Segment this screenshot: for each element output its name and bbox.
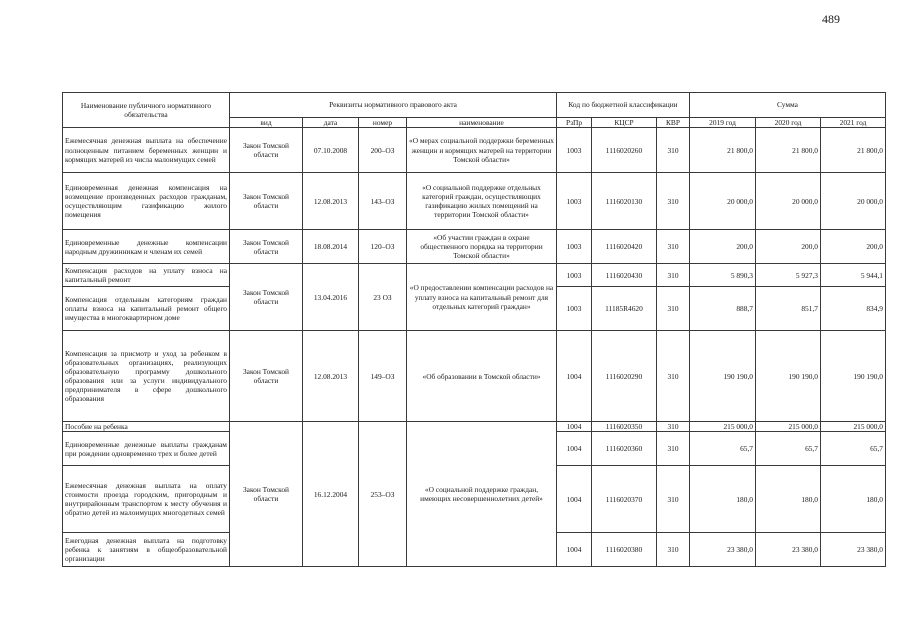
kvr-cell: 310 [657, 128, 690, 173]
table-row [63, 422, 886, 432]
kvr-cell: 310 [657, 230, 690, 264]
kcsr-cell: 1116020260 [592, 128, 657, 173]
act-number: 253–ОЗ [359, 422, 407, 567]
sum-2019: 23 380,0 [690, 533, 756, 567]
act-name: «О мерах социальной поддержки беременных женщин и кормящих матерей на территории Томской области» [407, 128, 557, 173]
kvr-cell: 310 [657, 432, 690, 466]
rzpr-cell: 1003 [557, 173, 592, 230]
sum-2019: 21 800,0 [690, 128, 756, 173]
obligation-name: Единовременная денежная компенсация на возмещение произведенных расходов гражданам, осуществляющим газификацию жилого помещения [63, 173, 230, 230]
kvr-cell: 310 [657, 331, 690, 422]
act-type: Закон Томской области [230, 173, 303, 230]
page-number: 489 [822, 12, 840, 26]
sum-2019: 20 000,0 [690, 173, 756, 230]
table-row [63, 264, 886, 287]
kvr-cell: 310 [657, 264, 690, 287]
act-date: 07.10.2008 [303, 128, 359, 173]
sum-2020: 180,0 [756, 466, 821, 533]
kvr-cell: 310 [657, 533, 690, 567]
sum-2020: 65,7 [756, 432, 821, 466]
header-act-details: Реквизиты нормативного правового акта [230, 93, 557, 118]
rzpr-cell: 1003 [557, 287, 592, 331]
kvr-cell: 310 [657, 287, 690, 331]
act-type: Закон Томской области [230, 264, 303, 331]
act-date: 16.12.2004 [303, 422, 359, 567]
sum-2021: 215 000,0 [821, 422, 886, 432]
act-date: 12.08.2013 [303, 173, 359, 230]
header-obligation: Наименование публичного нормативного обязательства [63, 93, 230, 128]
header-vid: вид [230, 118, 303, 128]
kvr-cell: 310 [657, 173, 690, 230]
sum-2021: 20 000,0 [821, 173, 886, 230]
sum-2020: 200,0 [756, 230, 821, 264]
kvr-cell: 310 [657, 466, 690, 533]
kcsr-cell: 11185R4620 [592, 287, 657, 331]
header-2020: 2020 год [756, 118, 821, 128]
act-number: 23 ОЗ [359, 264, 407, 331]
rzpr-cell: 1003 [557, 128, 592, 173]
sum-2021: 5 944,1 [821, 264, 886, 287]
rzpr-cell: 1003 [557, 230, 592, 264]
sum-2021: 190 190,0 [821, 331, 886, 422]
rzpr-cell: 1004 [557, 432, 592, 466]
sum-2020: 23 380,0 [756, 533, 821, 567]
sum-2021: 180,0 [821, 466, 886, 533]
obligation-name: Ежегодная денежная выплата на подготовку ребенка к занятиям в общеобразовательной организации [63, 533, 230, 567]
obligation-name: Ежемесячная денежная выплата на обеспечение полноценным питанием беременных женщин и кормящих матерей из числа малоимущих семей [63, 128, 230, 173]
header-date: дата [303, 118, 359, 128]
rzpr-cell: 1003 [557, 264, 592, 287]
sum-2020: 20 000,0 [756, 173, 821, 230]
sum-2019: 215 000,0 [690, 422, 756, 432]
act-number: 149–ОЗ [359, 331, 407, 422]
sum-2019: 180,0 [690, 466, 756, 533]
act-number: 143–ОЗ [359, 173, 407, 230]
sum-2021: 21 800,0 [821, 128, 886, 173]
obligation-name: Компенсация отдельным категориям граждан оплаты взноса на капитальный ремонт общего имущества в многоквартирном доме [63, 287, 230, 331]
act-name: «Об образовании в Томской области» [407, 331, 557, 422]
sum-2020: 21 800,0 [756, 128, 821, 173]
header-number: номер [359, 118, 407, 128]
kcsr-cell: 1116020420 [592, 230, 657, 264]
table-row [63, 173, 886, 230]
sum-2019: 190 190,0 [690, 331, 756, 422]
obligation-name: Компенсация расходов на уплату взноса на капитальный ремонт [63, 264, 230, 287]
sum-2020: 851,7 [756, 287, 821, 331]
sum-2019: 5 890,3 [690, 264, 756, 287]
act-date: 13.04.2016 [303, 264, 359, 331]
rzpr-cell: 1004 [557, 331, 592, 422]
kcsr-cell: 1116020360 [592, 432, 657, 466]
act-name: «О предоставлении компенсации расходов на уплату взноса на капитальный ремонт для отдельных категорий граждан» [407, 264, 557, 331]
kcsr-cell: 1116020370 [592, 466, 657, 533]
act-date: 12.08.2013 [303, 331, 359, 422]
act-type: Закон Томской области [230, 422, 303, 567]
table-row [63, 128, 886, 173]
header-budget-code: Код по бюджетной классификации [557, 93, 690, 118]
act-number: 120–ОЗ [359, 230, 407, 264]
act-name: «О социальной поддержке граждан, имеющих несовершеннолетних детей» [407, 422, 557, 567]
kcsr-cell: 1116020290 [592, 331, 657, 422]
sum-2020: 215 000,0 [756, 422, 821, 432]
header-sum: Сумма [690, 93, 886, 118]
act-date: 18.08.2014 [303, 230, 359, 264]
header-kvr: КВР [657, 118, 690, 128]
obligation-name: Ежемесячная денежная выплата на оплату стоимости проезда городским, пригородным и внутрирайонным транспортом к месту обучения и обратно детей из малоимущих многодетных семей [63, 466, 230, 533]
kcsr-cell: 1116020350 [592, 422, 657, 432]
obligation-name: Единовременные денежные компенсации народным дружинникам и членам их семей [63, 230, 230, 264]
kvr-cell: 310 [657, 422, 690, 432]
obligation-name: Единовременные денежные выплаты гражданам при рождении одновременно трех и более детей [63, 432, 230, 466]
header-2019: 2019 год [690, 118, 756, 128]
sum-2020: 5 927,3 [756, 264, 821, 287]
obligation-name: Компенсация за присмотр и уход за ребенком в образовательных организациях, реализующих образовательную программу дошкольного образования или за услуги индивидуального предпринимателя в сфере дошкольного образования [63, 331, 230, 422]
header-2021: 2021 год [821, 118, 886, 128]
sum-2021: 23 380,0 [821, 533, 886, 567]
act-name: «О социальной поддержке отдельных категорий граждан, осуществляющих газификацию жилых помещений на территории Томской области» [407, 173, 557, 230]
kcsr-cell: 1116020130 [592, 173, 657, 230]
table-row [63, 331, 886, 422]
sum-2021: 65,7 [821, 432, 886, 466]
rzpr-cell: 1004 [557, 422, 592, 432]
rzpr-cell: 1004 [557, 466, 592, 533]
header-act-name: наименование [407, 118, 557, 128]
act-type: Закон Томской области [230, 128, 303, 173]
header-kcsr: КЦСР [592, 118, 657, 128]
obligations-table [62, 92, 886, 567]
act-name: «Об участии граждан в охране общественного порядка на территории Томской области» [407, 230, 557, 264]
act-type: Закон Томской области [230, 331, 303, 422]
kcsr-cell: 1116020380 [592, 533, 657, 567]
sum-2019: 888,7 [690, 287, 756, 331]
sum-2020: 190 190,0 [756, 331, 821, 422]
act-number: 200–ОЗ [359, 128, 407, 173]
sum-2021: 200,0 [821, 230, 886, 264]
table-row [63, 230, 886, 264]
sum-2021: 834,9 [821, 287, 886, 331]
header-rzpr: РзПр [557, 118, 592, 128]
kcsr-cell: 1116020430 [592, 264, 657, 287]
rzpr-cell: 1004 [557, 533, 592, 567]
obligation-name: Пособие на ребенка [63, 422, 230, 432]
act-type: Закон Томской области [230, 230, 303, 264]
sum-2019: 65,7 [690, 432, 756, 466]
sum-2019: 200,0 [690, 230, 756, 264]
